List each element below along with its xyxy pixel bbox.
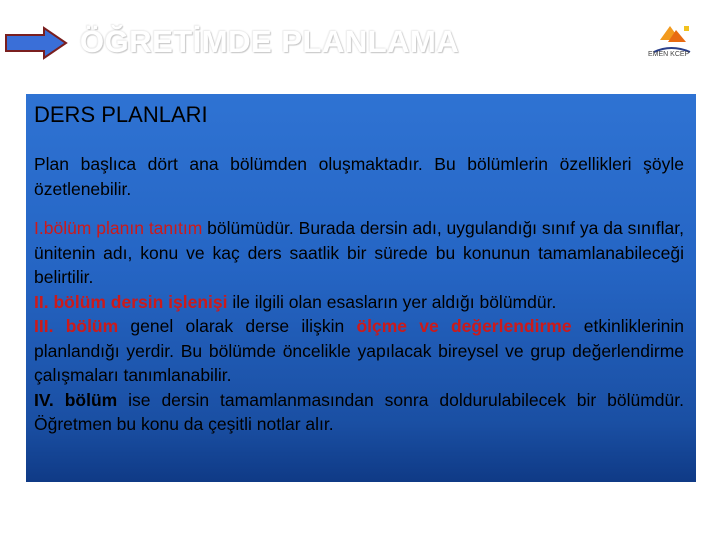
- section-3-label: III. bölüm: [34, 316, 119, 336]
- section-2-label: II. bölüm dersin işlenişi: [34, 291, 228, 312]
- section-3-label-b: ölçme ve değerlendirme: [356, 316, 572, 336]
- section-1-label: I.bölüm planın tanıtım: [34, 218, 203, 238]
- section-3-text-a: genel olarak derse ilişkin: [118, 316, 357, 336]
- section-1-text: bölümüdür. Burada dersin adı, uygulandığı sınıf ya da sınıflar, ünitenin adı, konu ve kaç ders saatlik bir sürede bu konunun tamamlanabileceği belirtilir.: [34, 218, 684, 287]
- arrow-right-icon: [4, 26, 68, 60]
- section-3-text-b: etkinliklerinin planlandığı yerdir. Bu bölümde öncelikle yapılacak bireysel ve grup değerlendirme çalışmaları tanımlanabilir.: [34, 316, 684, 385]
- sections-paragraph: [34, 216, 684, 437]
- content-panel: [26, 94, 696, 482]
- panel-title: DERS PLANLARI: [34, 102, 208, 127]
- logo-text: EMEN KCEP: [648, 51, 690, 58]
- intro-paragraph: Plan başlıca dört ana bölümden oluşmaktadır. Bu bölümlerin özellikleri şöyle özetlenebilir.: [34, 154, 684, 199]
- section-4-label: IV. bölüm: [34, 389, 118, 410]
- slide-title: ÖĞRETİMDE PLANLAMA: [80, 24, 460, 59]
- section-4-text: ise dersin tamamlanmasından sonra doldurulabilecek bir bölümdür. Öğretmen bu konu da çeşitli notlar alır.: [34, 389, 684, 434]
- section-2-text: ile ilgili olan esasların yer aldığı bölümdür.: [227, 291, 557, 312]
